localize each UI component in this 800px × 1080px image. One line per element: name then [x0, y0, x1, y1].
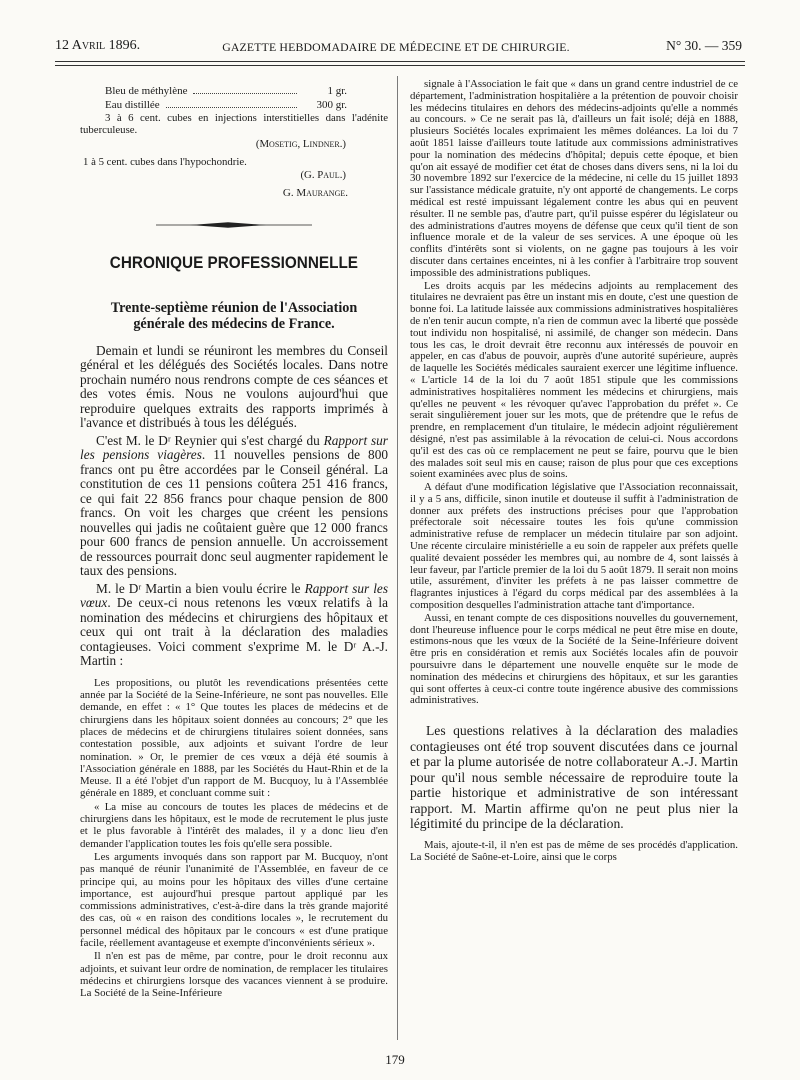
- header-rule: [55, 65, 745, 66]
- usage-note: 3 à 6 cent. cubes en injections interstitielles dans l'adénite tuberculeuse.: [80, 112, 388, 137]
- usage-note: 1 à 5 cent. cubes dans l'hypochondrie.: [83, 155, 247, 168]
- article-title-line: Trente-septième réunion de l'Association: [110, 299, 358, 316]
- header-rule: [55, 61, 745, 62]
- right-column: [410, 79, 738, 863]
- excerpt-paragraph: « La mise au concours de toutes les places de médecins et de chirurgiens dans les hôpitaux, est le mode de recrutement le plus juste et le plus favorable à l'intérêt des malades, il y a donc lieu d'en demander l'application toutes les fois qu'elle sera possible.: [80, 800, 388, 850]
- report-title: Rapport sur les vœux: [80, 580, 388, 611]
- journal-title: GAZETTE HEBDOMADAIRE DE MÉDECINE ET DE CHIRURGIE.: [222, 40, 570, 54]
- pensions-paragraph: [80, 434, 388, 579]
- left-column: [80, 84, 388, 1000]
- excerpt-paragraph: Mais, ajoute-t-il, il n'en est pas de même de ses procédés d'application. La Société de Saône-et-Loire, ainsi que le corps: [410, 838, 738, 863]
- wishes-paragraph: [80, 582, 388, 669]
- folio-number: 179: [385, 1052, 405, 1067]
- source-attribution: (Mosetig, Lindner.): [255, 137, 346, 150]
- formula-row: [105, 84, 347, 98]
- article-author: G. Maurange.: [282, 187, 348, 200]
- source-attribution: (G. Paul.): [300, 169, 346, 182]
- excerpt-paragraph: Il n'en est pas de même, par contre, pour le droit reconnu aux adjoints, et suivant leur ordre de nomination, de remplacer les titulaires médecins et chirurgiens lorsque des vacances viennent à se produire. La Société de la Seine-Inférieure: [80, 950, 388, 1000]
- dot-leader: [166, 107, 297, 108]
- ingredient-quantity: 300 gr.: [316, 99, 347, 111]
- ingredient-name: Eau distillée: [105, 99, 160, 111]
- column-divider: [397, 76, 398, 1040]
- contagious-diseases-paragraph: Les questions relatives à la déclaration des maladies contagieuses ont été trop souvent discutées dans ce journal et par la plume autorisée de notre collaborateur A.-J. Martin pour qu'il nous semble nécessaire de reproduire toute la partie historique et administrative de son intéressant rapport. M. Martin affirme qu'on ne peut plus nier la légitimité du principe de la déclaration.: [410, 723, 738, 832]
- excerpt-paragraph: Les droits acquis par les médecins adjoints au remplacement des titulaires ne devraient pas être un instant mis en doute, c'est une question de bonne foi. La latitude laissée aux commissions administratives hospitalières de n'en tenir aucun compte, n'a rien de commun avec la liberté que possède tout individu non hospitalisé, ni assimilé, de changer son médecin. Dans tous les cas, le droit devrait être reconnu aux intéressés de pouvoir en appeler, en cas d'abus de pouvoir, auprès d'une autorité supérieure, auprès de laquelle les Sociétés médicales sauraient exercer une légitime influence. « L'article 14 de la loi du 7 août 1851 stipule que les commissions administratives hospitalières nomment les médecins et chirurgiens, mais qu'elles ne peuvent « les révoquer qu'avec l'approbation du préfet ». Ce serait singulièrement jouer sur les mots, que de prétendre que le refus de prendre, en remplacement d'un titulaire, le médecin adjoint régulièrement désigné, n'est pas assimilable à la révocation de celui-ci. Nous accordons qu'il est des cas où ce remplacement ne peut se faire, pourvu que le bien des malades soit seul mis en cause; raison de plus pour que ces exceptions soient examinées avec plus de soins.: [410, 279, 738, 481]
- excerpt-paragraph: A défaut d'une modification législative que l'Association reconnaissait, il y a 5 ans, difficile, sinon inutile et douteuse il suffit à l'administration de donner aux préfets des instructions précises pour que l'approbation préfectorale soit nécessaire toutes les fois qu'une commission administrative refuse de remplacer un médecin titulaire par son adjoint. Une récente circulaire ministérielle a eu soin de rappeler aux préfets quelle qualité devaient posséder les membres qui, au nombre de 4, sont laissés à leur faveur, par l'article premier de la loi du 5 août 1879. Il serait non moins utile, assurément, d'inviter les préfets à ne pas laisser commettre de flagrantes injustices à l'égard du corps médical par des assemblées à la composition desquelles l'administration attache tant d'importance.: [410, 481, 738, 612]
- report-title: Rapport sur les pensions viagères: [80, 432, 388, 463]
- text-run: C'est M. le Dʳ Reynier qui s'est chargé du: [96, 432, 324, 448]
- excerpt-paragraph: Les propositions, ou plutôt les revendications présentées cette année par la Société de la Seine-Inférieure, ne sont pas nouvelles. Elle demande, en effet : « 1° Que toutes les places de médecins et de chirurgiens dans les hôpitaux soient données au concours; 2° que les places de médecins et de chirurgiens titulaires soient données, sans contestation possible, aux adjoints et suivant l'ordre de leur nomination. » Or, le premier de ces vœux a déjà été soumis à l'Association générale en 1888, par les Sociétés du Haut-Rhin et de la Meuse. Il a été l'objet d'un rapport de M. Bucquoy, lu à l'Assemblée générale en 1889, et concluant comme suit :: [80, 676, 388, 800]
- formula-row: [105, 98, 347, 112]
- issue-page-number: N° 30. — 359: [666, 38, 742, 53]
- ingredient-quantity: 1 gr.: [327, 85, 347, 97]
- text-run: . 11 nouvelles pensions de 800 francs ont pu être accordées par le Conseil général. La constitution de ces 11 pensions coûtera 251 416 francs, ce qui fait 22 856 francs pour chaque pension de 800 francs. On voit les charges que créent les pensions nouvelles qui jadis ne coûtaient guère que 12 000 francs pour 600 francs de pension annuelle. Un accroissement de ressources pourrait donc seul augmenter rapidement le taux des pensions.: [80, 447, 389, 579]
- text-run: M. le Dʳ Martin a bien voulu écrire le: [96, 580, 305, 596]
- excerpt-paragraph: signale à l'Association le fait que « dans un grand centre industriel de ce département, l'administration hospitalière a la prétention de pouvoir choisir les médecins titulaires en dehors des médecins-adjoints qu'elle a nommés au concours. » Ce ne serait pas là, d'ailleurs un fait isolé; déjà en 1888, plusieurs Sociétés locales exprimaient les mêmes doléances. La loi du 7 août 1851 laisse d'ailleurs toute latitude aux commissions administratives pour la nomination des médecins d'hôpital; depuis cette époque, et bien qu'on ait essayé de modifier cet état de choses dans divers sens, ni la loi du 30 novembre 1892 sur l'exercice de la médecine, ni celle du 15 juillet 1893 sur l'assistance médicale gratuite, n'y ont apporté de changements. Le corps médical est resté impuissant légalement contre les abus qui en peuvent résulter. Il ne semble pas, d'autre part, qu'il puisse espérer du législateur ou des administrations d'autres moyens de défense que ceux qu'il tient de son influence morale et de la valeur de ses services. A une époque où les conflits d'intérêts sont si violents, on ne gagne pas toujours à les voir discuter dans certaines enceintes, ni à les confier à l'arbitraire trop souvent impossible des administrations publiques.: [410, 78, 738, 279]
- report-excerpt: [80, 677, 388, 1000]
- article-title-line: générale des médecins de France.: [133, 315, 335, 332]
- section-heading: [80, 252, 388, 274]
- excerpt-paragraph: Aussi, en tenant compte de ces dispositions nouvelles du gouvernement, dont l'heureuse influence pour le corps médical ne peut être mise en doute, estimons-nous que les vœux de la Société de la Seine-Inférieure doivent être pris en considération et remis aux Sociétés locales afin de pouvoir poursuivre dans le département une nouvelle enquête sur le mode de nomination des médecins et chirurgiens des hôpitaux, et sur les garanties qui sont offertes à ceux-ci contre toute ingérence abusive des commissions administratives.: [410, 611, 738, 707]
- ingredient-name: Bleu de méthylène: [105, 85, 188, 97]
- text-run: . De ceux-ci nous retenons les vœux relatifs à la nomination des médecins et chirurgiens des hôpitaux et ceux qui ont trait à la déclaration des maladies contagieuses. Voici comment s'exprime M. le Dʳ A.-J. Martin :: [80, 595, 388, 669]
- ornamental-rule: [156, 220, 312, 230]
- article-title: [80, 300, 388, 332]
- section-heading-text: CHRONIQUE PROFESSIONNELLE: [109, 252, 359, 272]
- excerpt-paragraph: Les arguments invoqués dans son rapport par M. Bucquoy, n'ont pas manqué de réunir l'unanimité de l'Assemblée, en faveur de ce principe qui, au moins pour les hôpitaux des villes d'une certaine importance, est aujourd'hui presque partout appliqué par les commissions administratives, c'est-à-dire dans la très grande majorité des cas, où « en raison des conditions locales », le recrutement du personnel médical des hôpitaux par le concours « est d'une pratique facile, réellement avantageuse et exempte d'inconvénients sérieux ».: [80, 850, 388, 950]
- prescription-formula: [105, 84, 347, 112]
- issue-date: 12 Avril 1896.: [55, 38, 141, 53]
- dot-leader: [193, 93, 297, 94]
- intro-paragraph: Demain et lundi se réuniront les membres du Conseil général et les délégués des Sociétés locales. Dans notre prochain numéro nous rendrons compte de ces séances et des votes émis. Nous ne voulons aujourd'hui que reproduire quelques extraits des rapports imprimés à l'avance et distribués à tous les délégués.: [80, 342, 388, 431]
